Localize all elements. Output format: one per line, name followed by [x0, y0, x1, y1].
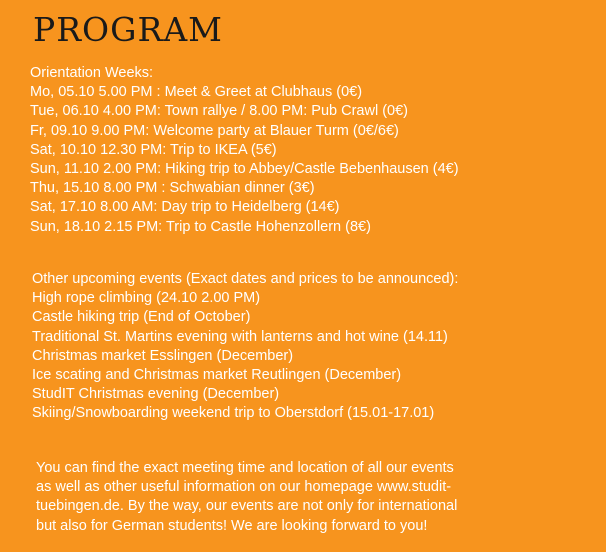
footer-line: but also for German students! We are looking forward to you! — [36, 517, 428, 534]
page-title: PROGRAM — [33, 10, 223, 49]
event-line: Thu, 15.10 8.00 PM : Schwabian dinner (3€) — [30, 180, 315, 197]
upcoming-heading: Other upcoming events (Exact dates and prices to be announced): — [32, 271, 459, 287]
event-line: Sat, 10.10 12.30 PM: Trip to IKEA (5€) — [30, 141, 277, 158]
upcoming-event-line: StudIT Christmas evening (December) — [32, 386, 280, 403]
upcoming-event-line: Christmas market Esslingen (December) — [32, 347, 294, 364]
upcoming-event-line: Traditional St. Martins evening with lanterns and hot wine (14.11) — [32, 328, 448, 345]
orientation-heading: Orientation Weeks: — [30, 65, 154, 81]
event-line: Sat, 17.10 8.00 AM: Day trip to Heidelberg (14€) — [30, 199, 340, 216]
footer-line: tuebingen.de. By the way, our events are not only for international — [36, 498, 458, 515]
event-line: Mo, 05.10 5.00 PM : Meet & Greet at Clubhaus (0€) — [30, 84, 363, 101]
upcoming-events-section — [32, 270, 458, 424]
footer-note — [36, 459, 457, 536]
footer-line: as well as other useful information on our homepage www.studit- — [36, 479, 452, 496]
footer-line: You can find the exact meeting time and location of all our events — [36, 460, 454, 476]
upcoming-event-line: Ice scating and Christmas market Reutlingen (December) — [32, 367, 402, 384]
event-line: Tue, 06.10 4.00 PM: Town rallye / 8.00 PM: Pub Crawl (0€) — [30, 103, 408, 120]
upcoming-event-line: Skiing/Snowboarding weekend trip to Oberstdorf (15.01-17.01) — [32, 405, 435, 422]
event-line: Fr, 09.10 9.00 PM: Welcome party at Blauer Turm (0€/6€) — [30, 122, 399, 139]
upcoming-event-line: Castle hiking trip (End of October) — [32, 309, 251, 326]
orientation-weeks-section — [30, 64, 459, 237]
upcoming-event-line: High rope climbing (24.10 2.00 PM) — [32, 290, 261, 307]
event-line: Sun, 11.10 2.00 PM: Hiking trip to Abbey/Castle Bebenhausen (4€) — [30, 161, 459, 178]
event-line: Sun, 18.10 2.15 PM: Trip to Castle Hohenzollern (8€) — [30, 218, 371, 235]
